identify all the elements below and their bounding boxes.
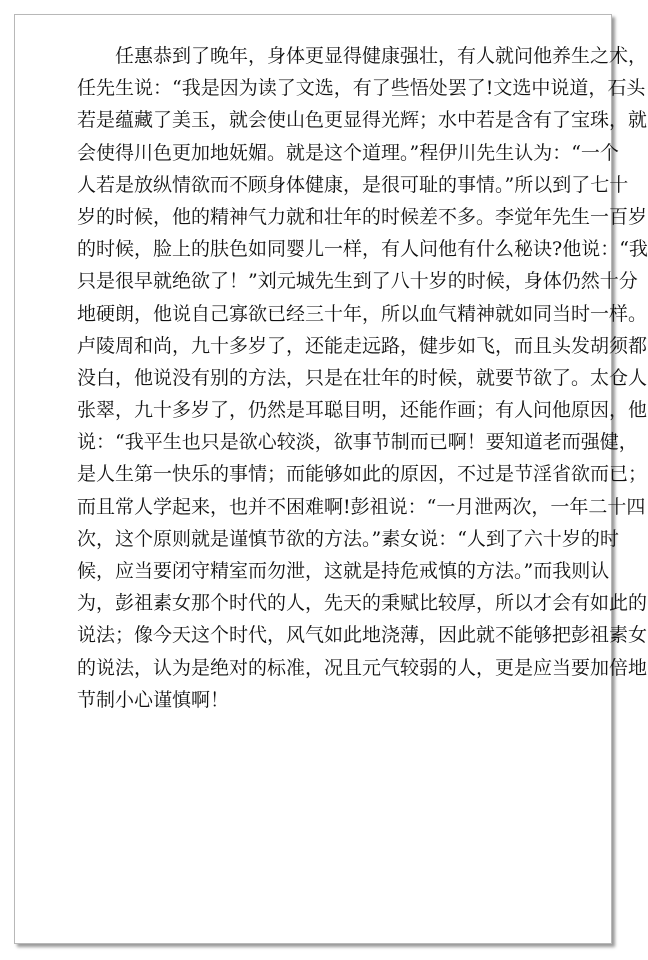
text-line: 没白，他说没有别的方法，只是在壮年的时候，就要节欲了。太仓人: [77, 366, 648, 389]
text-line: 而且常人学起来，也并不困难啊!彭祖说：“一月泄两次，一年二十四: [77, 495, 646, 518]
text-line: 节制小心谨慎啊！: [77, 688, 230, 711]
text-line: 张翠，九十多岁了，仍然是耳聪目明，还能作画；有人问他原因，他: [77, 399, 648, 422]
text-line: 说：“我平生也只是欲心较淡，欲事节制而已啊！要知道老而强健，: [77, 431, 638, 454]
text-line: 卢陵周和尚，九十多岁了，还能走远路，健步如飞，而且头发胡须都: [77, 334, 648, 357]
text-line: 说法；像今天这个时代，风气如此地浇薄，因此就不能够把彭祖素女: [77, 624, 648, 647]
text-line: 的时候，脸上的肤色如同婴儿一样，有人问他有什么秘诀?他说：“我: [77, 238, 648, 261]
body-text: [77, 40, 648, 716]
text-line: 次，这个原则就是谨慎节欲的方法。”素女说：“人到了六十岁的时: [77, 527, 619, 550]
text-line: 的说法，认为是绝对的标准，况且元气较弱的人，更是应当要加倍地: [77, 656, 648, 679]
text-line: 只是很早就绝欲了！”刘元城先生到了八十岁的时候，身体仍然十分: [77, 270, 638, 293]
text-line: 会使得川色更加地妩媚。就是这个道理。”程伊川先生认为：“一个: [77, 141, 619, 164]
text-line: 任先生说：“我是因为读了文选，有了些悟处罢了!文选中说道，石头: [77, 77, 646, 100]
text-line: 是人生第一快乐的事情；而能够如此的原因，不过是节淫省欲而已；: [77, 463, 648, 486]
text-line: 候，应当要闭守精室而勿泄，这就是持危戒慎的方法。”而我则认: [77, 560, 610, 582]
text-line: 任惠恭到了晚年，身体更显得健康强壮，有人就问他养生之术，: [115, 45, 648, 67]
text-line: 岁的时候，他的精神气力就和壮年的时候差不多。李觉年先生一百岁: [77, 205, 648, 228]
text-line: 人若是放纵情欲而不顾身体健康，是很可耻的事情。”所以到了七十: [77, 173, 629, 196]
text-line: 若是蕴藏了美玉，就会使山色更显得光辉；水中若是含有了宝珠，就: [77, 109, 648, 132]
text-line: 为，彭祖素女那个时代的人，先天的秉赋比较厚，所以才会有如此的: [77, 592, 648, 615]
text-line: 地硬朗，他说自己寡欲已经三十年，所以血气精神就如同当时一样。: [77, 302, 648, 325]
